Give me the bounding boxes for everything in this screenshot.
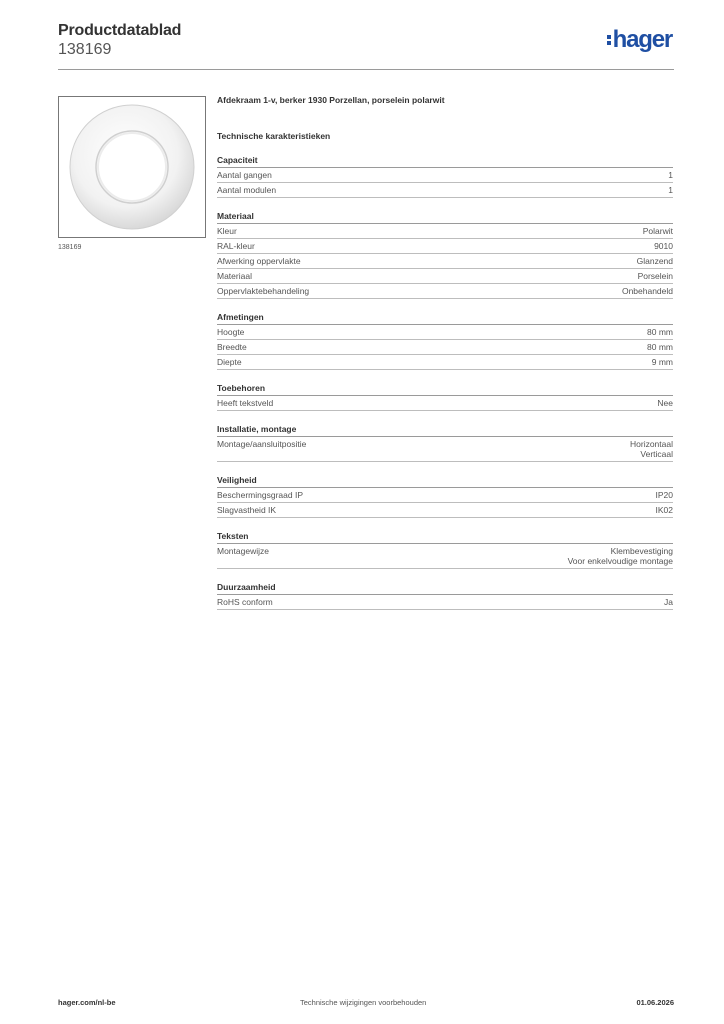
spec-value-line: 9010 bbox=[654, 241, 673, 251]
spec-value bbox=[668, 185, 673, 195]
spec-section bbox=[217, 155, 673, 198]
page-header bbox=[58, 22, 674, 68]
spec-label: Breedte bbox=[217, 342, 247, 352]
hager-logo bbox=[607, 28, 672, 52]
spec-value-line: Polarwit bbox=[642, 226, 673, 236]
spec-label: Aantal gangen bbox=[217, 170, 272, 180]
spec-value bbox=[656, 490, 674, 500]
section-title: Capaciteit bbox=[217, 155, 673, 168]
spec-label: Montage/aansluitpositie bbox=[217, 439, 307, 449]
spec-label: Montagewijze bbox=[217, 546, 269, 556]
spec-value-line: Klembevestiging bbox=[610, 546, 673, 556]
product-name: Afdekraam 1-v, berker 1930 Porzellan, porselein polarwit bbox=[217, 95, 445, 105]
spec-label: Materiaal bbox=[217, 271, 252, 281]
spec-content bbox=[217, 95, 673, 610]
spec-value-line: Ja bbox=[664, 597, 673, 607]
spec-value bbox=[643, 226, 673, 236]
section-title: Installatie, montage bbox=[217, 424, 673, 437]
spec-label: Aantal modulen bbox=[217, 185, 277, 195]
spec-value bbox=[637, 256, 673, 266]
spec-value bbox=[630, 439, 673, 459]
spec-section bbox=[217, 582, 673, 610]
spec-value-line: Glanzend bbox=[636, 256, 673, 266]
spec-row bbox=[217, 340, 673, 355]
spec-sections bbox=[217, 155, 673, 610]
spec-value bbox=[656, 505, 674, 515]
section-title: Teksten bbox=[217, 531, 673, 544]
spec-value-line: Voor enkelvoudige montage bbox=[567, 556, 673, 566]
section-title: Afmetingen bbox=[217, 312, 673, 325]
tech-characteristics-title: Technische karakteristieken bbox=[217, 131, 331, 141]
spec-row bbox=[217, 488, 673, 503]
spec-section bbox=[217, 312, 673, 370]
cover-frame-image bbox=[59, 97, 205, 237]
spec-row bbox=[217, 355, 673, 370]
section-title: Duurzaamheid bbox=[217, 582, 673, 595]
spec-row bbox=[217, 284, 673, 299]
spec-label: Beschermingsgraad IP bbox=[217, 490, 303, 500]
spec-row bbox=[217, 239, 673, 254]
spec-label: RAL-kleur bbox=[217, 241, 255, 251]
spec-value-line: Porselein bbox=[637, 271, 673, 281]
spec-section bbox=[217, 424, 673, 462]
spec-label: Heeft tekstveld bbox=[217, 398, 274, 408]
spec-row bbox=[217, 254, 673, 269]
spec-row bbox=[217, 325, 673, 340]
spec-row bbox=[217, 183, 673, 198]
spec-row bbox=[217, 224, 673, 239]
spec-value-line: 1 bbox=[668, 185, 673, 195]
spec-value-line: Verticaal bbox=[640, 449, 673, 459]
spec-label: Kleur bbox=[217, 226, 237, 236]
spec-value-line: 80 mm bbox=[647, 327, 673, 337]
spec-value bbox=[647, 342, 673, 352]
header-divider bbox=[58, 69, 674, 70]
spec-value-line: Nee bbox=[657, 398, 673, 408]
spec-label: Hoogte bbox=[217, 327, 245, 337]
spec-section bbox=[217, 475, 673, 518]
spec-row bbox=[217, 396, 673, 411]
spec-value bbox=[654, 241, 673, 251]
spec-value-line: 1 bbox=[668, 170, 673, 180]
spec-value bbox=[657, 398, 673, 408]
spec-value bbox=[647, 327, 673, 337]
spec-value bbox=[652, 357, 673, 367]
image-caption: 138169 bbox=[58, 244, 82, 251]
spec-value-line: Horizontaal bbox=[630, 439, 673, 449]
spec-row bbox=[217, 269, 673, 284]
product-image bbox=[58, 96, 206, 238]
spec-value-line: 9 mm bbox=[651, 357, 673, 367]
footer-date: 01.06.2026 bbox=[636, 998, 674, 1007]
spec-value-line: Onbehandeld bbox=[621, 286, 673, 296]
spec-value bbox=[668, 170, 673, 180]
spec-row bbox=[217, 503, 673, 518]
spec-row bbox=[217, 168, 673, 183]
spec-label: RoHS conform bbox=[217, 597, 273, 607]
spec-value bbox=[638, 271, 673, 281]
spec-row bbox=[217, 544, 673, 569]
footer-website: hager.com/nl-be bbox=[58, 998, 116, 1007]
section-title: Materiaal bbox=[217, 211, 673, 224]
spec-value-line: 80 mm bbox=[647, 342, 673, 352]
spec-label: Slagvastheid IK bbox=[217, 505, 277, 515]
spec-value bbox=[622, 286, 673, 296]
spec-label: Afwerking oppervlakte bbox=[217, 256, 301, 266]
product-number: 138169 bbox=[58, 41, 112, 58]
spec-section bbox=[217, 211, 673, 299]
spec-row bbox=[217, 595, 673, 610]
footer-disclaimer: Technische wijzigingen voorbehouden bbox=[300, 998, 427, 1007]
spec-value-line: IK02 bbox=[655, 505, 673, 515]
spec-section bbox=[217, 383, 673, 411]
section-title: Toebehoren bbox=[217, 383, 673, 396]
logo-dots-icon bbox=[607, 35, 611, 45]
spec-row bbox=[217, 437, 673, 462]
spec-value-line: IP20 bbox=[655, 490, 673, 500]
section-title: Veiligheid bbox=[217, 475, 673, 488]
page-title: Productdatablad bbox=[58, 22, 182, 39]
spec-section bbox=[217, 531, 673, 569]
logo-text: hager bbox=[612, 26, 672, 53]
spec-label: Oppervlaktebehandeling bbox=[217, 286, 310, 296]
spec-label: Diepte bbox=[217, 357, 242, 367]
spec-value bbox=[664, 597, 673, 607]
spec-value bbox=[568, 546, 673, 566]
